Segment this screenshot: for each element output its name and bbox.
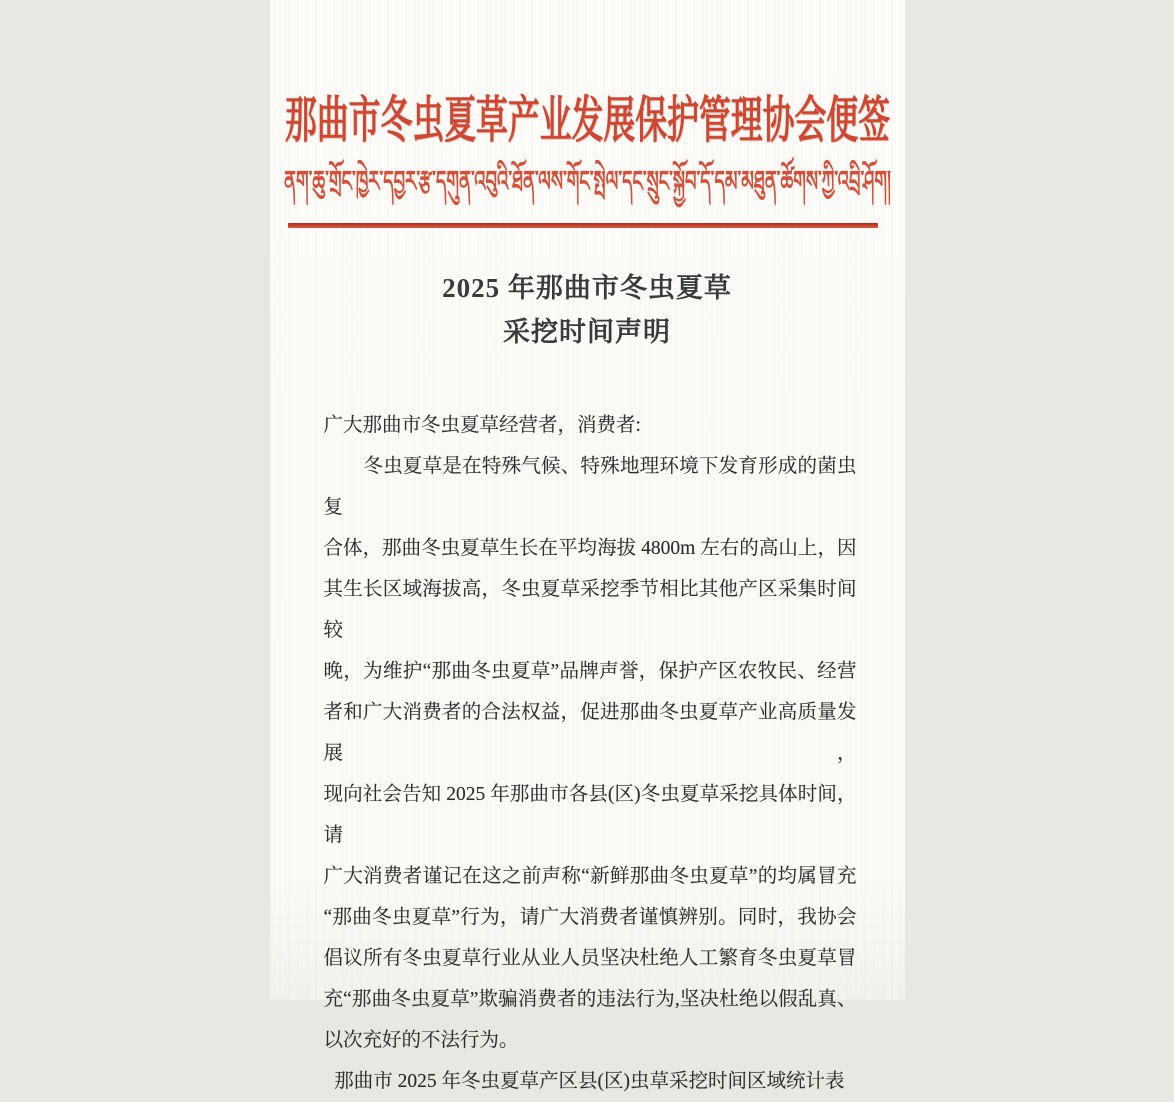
body-line: 晚，为维护“那曲冬虫夏草”品牌声誉，保护产区农牧民、经营 xyxy=(323,661,857,682)
letterhead-org-name-tibetan: ནག་ཆུ་གྲོང་ཁྱེར་དབྱར་རྩ་དགུན་འབུའི་ཐོན་ལས་གོང་སྤེལ་དང་སྲུང་སྐྱོབ་དོ་དམ་མཐུན་ཚོགས་ཀྱི་འབྲི་ཤོག། xyxy=(283,166,891,198)
body-line: 者和广大消费者的合法权益，促进那曲冬虫夏草产业高质量发展， xyxy=(323,702,857,764)
body-line: 以次充好的不法行为。 xyxy=(323,1030,519,1051)
body-line: 那曲市 2025 年冬虫夏草产区县(区)虫草采挖时间区域统计表 xyxy=(334,1071,845,1092)
body-line: 合体，那曲冬虫夏草生长在平均海拔 4800m 左右的高山上，因 xyxy=(323,538,857,559)
body-line: 倡议所有冬虫夏草行业从业人员坚决杜绝人工繁育冬虫夏草冒 xyxy=(323,948,857,969)
body-line: 现向社会告知 2025 年那曲市各县(区)冬虫夏草采挖具体时间，请 xyxy=(323,784,857,846)
letterhead-org-name-chinese-row xyxy=(285,91,890,149)
letterhead-org-name-tibetan-row xyxy=(284,163,891,201)
body-line: “那曲冬虫夏草”行为，请广大消费者谨慎辨别。同时，我协会 xyxy=(323,907,857,928)
body-line: 冬虫夏草是在特殊气候、特殊地理环境下发育形成的菌虫复 xyxy=(323,456,857,518)
document-body xyxy=(324,405,857,1102)
document-title-line-2: 采挖时间声明 xyxy=(503,317,671,347)
document-page xyxy=(270,0,905,1092)
body-line: 充“那曲冬虫夏草”欺骗消费者的违法行为,坚决杜绝以假乱真、 xyxy=(323,989,857,1010)
letterhead xyxy=(270,91,905,228)
body-line: 广大消费者谨记在这之前声称“新鲜那曲冬虫夏草”的均属冒充 xyxy=(323,866,857,887)
letterhead-org-name-chinese: 那曲市冬虫夏草产业发展保护管理协会便签 xyxy=(284,92,890,148)
letterhead-divider-rule xyxy=(288,223,878,228)
document-title xyxy=(270,266,905,354)
body-line: 广大那曲市冬虫夏草经营者，消费者: xyxy=(323,415,641,436)
document-title-line-1: 2025 年那曲市冬虫夏草 xyxy=(442,273,732,303)
body-line: 其生长区域海拔高，冬虫夏草采挖季节相比其他产区采集时间较 xyxy=(323,579,857,641)
